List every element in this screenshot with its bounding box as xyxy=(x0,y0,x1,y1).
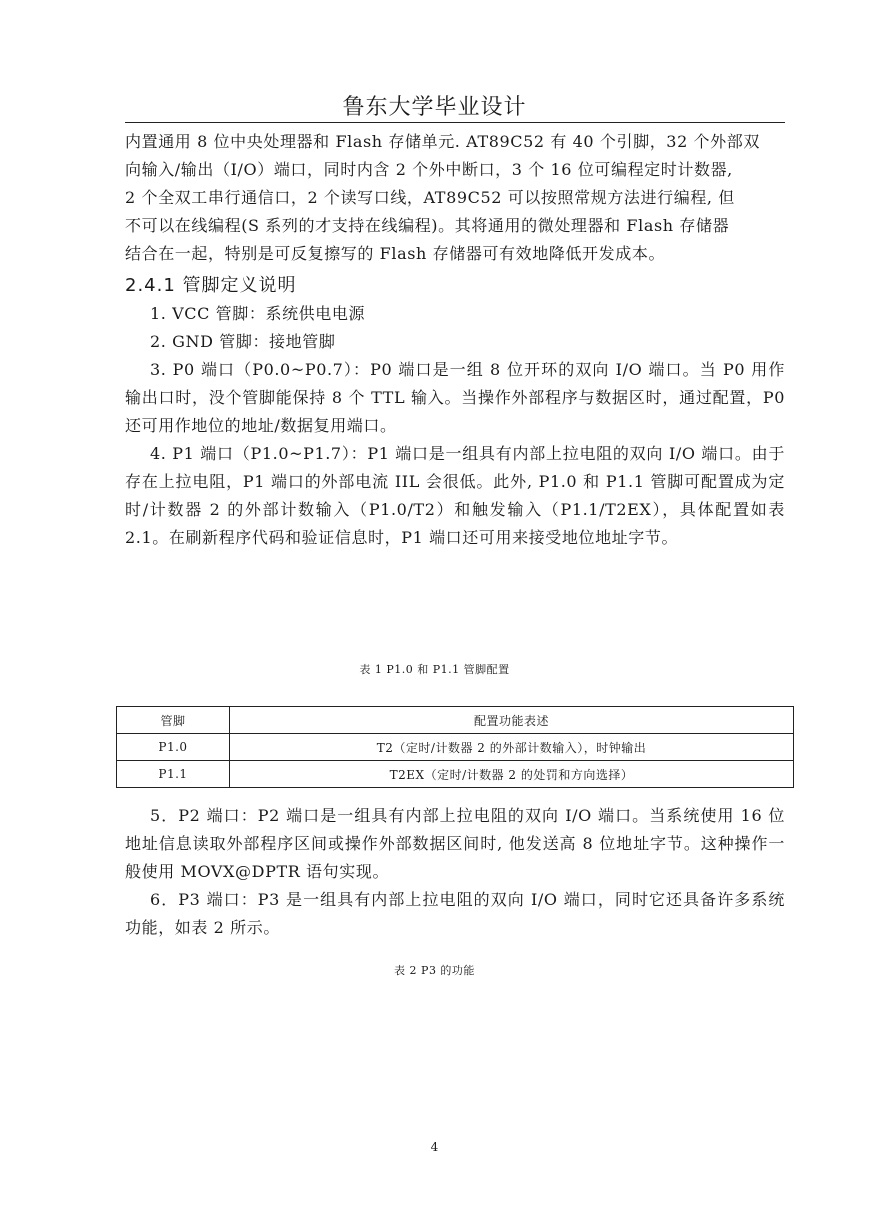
intro-line: 2 个全双工串行通信口，2 个读写口线，AT89C52 可以按照常规方法进行编程, 但 xyxy=(125,188,735,207)
item-p0: 3. P0 端口（P0.0~P0.7）：P0 端口是一组 8 位开环的双向 I/O 端口。当 P0 用作输出口时，没个管脚能保持 8 个 TTL 输入。当操作外部程序与数据区时，通过配置，P0 还可用作地位的地址/数据复用端口。 xyxy=(125,360,785,435)
item-p2: 5．P2 端口：P2 端口是一组具有内部上拉电阻的双向 I/O 端口。当系统使用 16 位地址信息读取外部程序区间或操作外部数据区间时, 他发送高 8 位地址字节。这种操作一般使用 MOVX@DPTR 语句实现。 xyxy=(125,806,785,881)
page-header-title: 鲁东大学毕业设计 xyxy=(342,95,527,120)
table-cell: P1.1 xyxy=(117,761,230,788)
table-header-cell: 管脚 xyxy=(117,707,230,734)
table1-caption: 表 1 P1.0 和 P1.1 管脚配置 xyxy=(359,663,510,676)
intro-line: 内置通用 8 位中央处理器和 Flash 存储单元. AT89C52 有 40 个引脚，32 个外部双 xyxy=(125,132,760,151)
item-p1: 4. P1 端口（P1.0~P1.7）：P1 端口是一组具有内部上拉电阻的双向 I/O 端口。由于存在上拉电阻，P1 端口的外部电流 IIL 会很低。此外, P1.0 和 P1.1 管脚可配置成为定时/计数器 2 的外部计数输入（P1.0/T2）和触发输入（P1.1/T2EX），具体配置如表 2.1。在刷新程序代码和验证信息时，P1 端口还可用来接受地位地址字节。 xyxy=(125,444,785,547)
pin-definitions xyxy=(125,300,785,552)
intro-line: 向输入/输出（I/O）端口，同时内含 2 个外中断口，3 个 16 位可编程定时计数器, xyxy=(125,160,733,179)
page-number: 4 xyxy=(430,1140,439,1154)
table-row xyxy=(117,761,794,788)
header-divider xyxy=(125,122,785,123)
port-descriptions xyxy=(125,802,785,942)
table1 xyxy=(116,706,794,788)
table-header-row xyxy=(117,707,794,734)
item-p3: 6．P3 端口：P3 是一组具有内部上拉电阻的双向 I/O 端口，同时它还具备许多系统功能，如表 2 所示。 xyxy=(125,890,785,937)
section-heading: 2.4.1 管脚定义说明 xyxy=(125,275,297,296)
table-cell: T2（定时/计数器 2 的外部计数输入），时钟输出 xyxy=(230,734,794,761)
table-cell: P1.0 xyxy=(117,734,230,761)
intro-line: 不可以在线编程(S 系列的才支持在线编程)。其将通用的微处理器和 Flash 存储器 xyxy=(125,216,730,235)
table-header-cell: 配置功能表述 xyxy=(230,707,794,734)
item-vcc: 1. VCC 管脚：系统供电电源 xyxy=(150,304,366,323)
item-gnd: 2. GND 管脚：接地管脚 xyxy=(150,332,336,351)
intro-line: 结合在一起，特别是可反复擦写的 Flash 存储器可有效地降低开发成本。 xyxy=(125,244,666,263)
intro-paragraph xyxy=(125,128,785,268)
table-row xyxy=(117,734,794,761)
table-cell: T2EX（定时/计数器 2 的处罚和方向选择） xyxy=(230,761,794,788)
table2-caption: 表 2 P3 的功能 xyxy=(394,964,475,977)
